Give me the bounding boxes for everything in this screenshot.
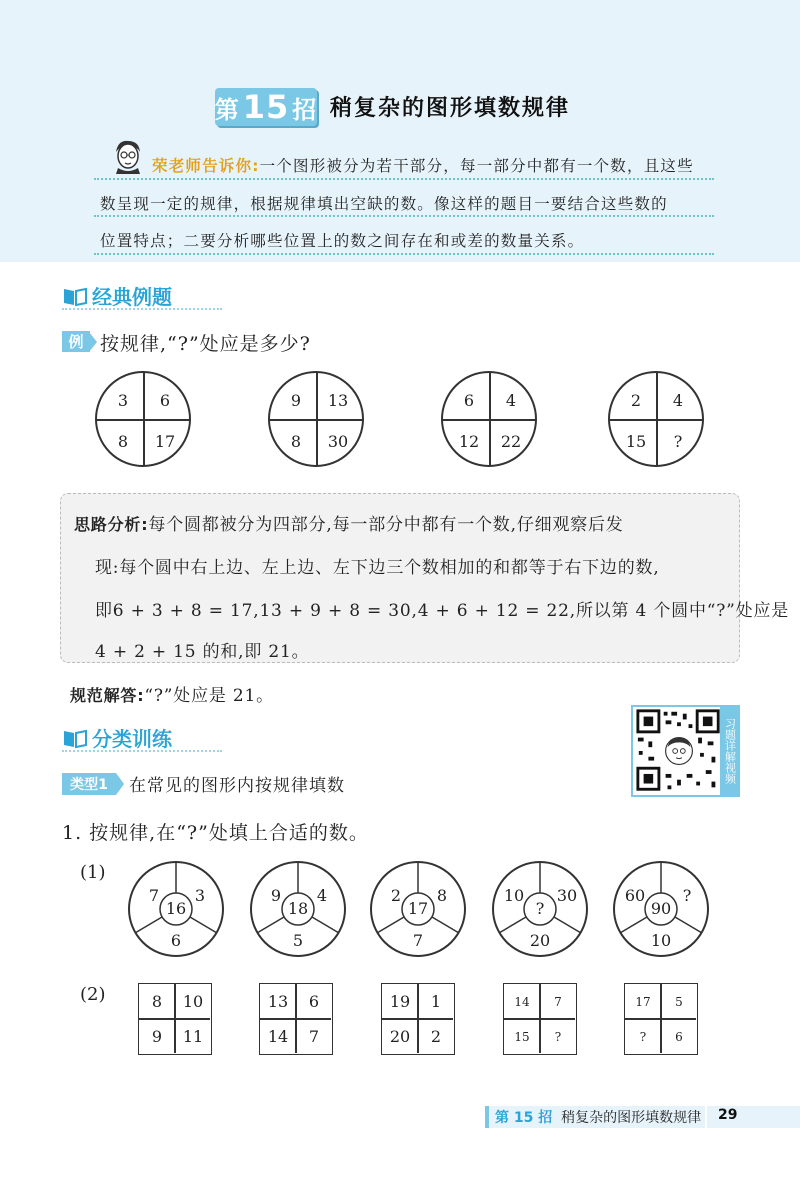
number-grid	[259, 983, 333, 1055]
analysis-line-3: 即6 + 3 + 8 = 17,13 + 9 + 8 = 30,4 + 6 + 12 = 22,所以第 4 个圆中“?”处应是	[95, 601, 790, 621]
circle-cell: 22	[500, 431, 522, 451]
circle-right: 4	[316, 886, 328, 905]
footer-separator	[705, 1106, 707, 1128]
circle-cell: 15	[625, 431, 647, 451]
circle-bottom: 20	[529, 931, 551, 950]
circle-left: 10	[503, 886, 525, 905]
analysis-line-4: 4 + 2 + 15 的和,即 21。	[95, 642, 310, 662]
type-arrow	[116, 773, 124, 795]
example-circle	[95, 371, 191, 467]
circle-cell: ?	[673, 431, 683, 451]
grid-cell: 5	[675, 994, 683, 1009]
example-circle	[441, 371, 537, 467]
grid-cell: 1	[430, 992, 442, 1011]
analysis-label: 思路分析:	[74, 515, 149, 534]
badge-number: 15	[242, 88, 290, 126]
lesson-badge	[215, 88, 317, 126]
example-question: 按规律,“?”处应是多少?	[100, 333, 311, 355]
grid-cell: 17	[635, 994, 651, 1009]
question-1-text: 1. 按规律,在“?”处填上合适的数。	[62, 822, 369, 844]
circle-cell: 4	[672, 390, 684, 410]
part-2-label: (2)	[80, 984, 106, 1005]
circle-bottom: 6	[170, 931, 182, 950]
badge-suffix: 招	[292, 95, 318, 124]
tip-rule-1	[94, 178, 714, 180]
circle-bottom: 7	[412, 931, 424, 950]
analysis-text-1: 每个圆都被分为四部分,每一部分中都有一个数,仔细观察后发	[148, 515, 624, 535]
page-number: 29	[718, 1107, 738, 1123]
circle-left: 2	[390, 886, 402, 905]
circle-left: 7	[148, 886, 160, 905]
number-grid	[138, 983, 212, 1055]
circle-bottom: 5	[292, 931, 304, 950]
grid-cell: 9	[151, 1027, 163, 1046]
example-tag: 例	[62, 331, 90, 352]
three-part-circle	[127, 860, 225, 958]
example-circle	[268, 371, 364, 467]
grid-cell: 8	[151, 992, 163, 1011]
tip-line-3: 位置特点；二要分析哪些位置上的数之间存在和或差的数量关系。	[100, 232, 585, 250]
circle-right: ?	[682, 886, 692, 905]
three-part-circle	[249, 860, 347, 958]
three-part-circle	[491, 860, 589, 958]
qr-code-icon[interactable]	[631, 705, 727, 797]
section-rule	[62, 308, 222, 310]
circle-cell: 8	[290, 431, 302, 451]
section-title: 经典例题	[92, 285, 172, 309]
circle-cell: 6	[463, 390, 475, 410]
circle-cell: 30	[327, 431, 349, 451]
analysis-line-2: 现:每个圆中右上边、左上边、左下边三个数相加的和都等于右下边的数,	[95, 558, 660, 578]
circle-cell: 6	[159, 390, 171, 410]
circle-center: 18	[287, 899, 309, 918]
grid-cell: 13	[267, 992, 289, 1011]
grid-cell: 19	[389, 992, 411, 1011]
three-part-circle	[369, 860, 467, 958]
book-icon	[62, 285, 88, 307]
circle-center: 90	[650, 899, 672, 918]
grid-cell: 2	[430, 1027, 442, 1046]
tip-line-2: 数呈现一定的规律，根据规律填出空缺的数。像这样的题目一要结合这些数的	[100, 195, 668, 213]
circle-center: 17	[407, 899, 429, 918]
section-classified-training	[62, 723, 172, 752]
circle-cell: 13	[327, 390, 349, 410]
circle-cell: 3	[117, 390, 129, 410]
circle-cell: 12	[458, 431, 480, 451]
circle-cell: 4	[505, 390, 517, 410]
lesson-title: 稍复杂的图形填数规律	[330, 96, 571, 121]
section-rule	[62, 750, 222, 752]
type-tag: 类型1	[62, 773, 116, 795]
header-band	[0, 0, 800, 262]
grid-cell: 10	[182, 992, 204, 1011]
tip-rule-2	[94, 215, 714, 217]
grid-cell: 11	[182, 1027, 204, 1046]
part-1-label: (1)	[80, 862, 106, 883]
tip-rule-3	[94, 253, 714, 255]
book-icon	[62, 727, 88, 749]
grid-cell: 15	[514, 1029, 530, 1044]
circle-cell: 17	[154, 431, 176, 451]
grid-cell: 7	[554, 994, 562, 1009]
circle-right: 3	[194, 886, 206, 905]
grid-cell: 20	[389, 1027, 411, 1046]
example-circle	[608, 371, 704, 467]
circle-cell: 8	[117, 431, 129, 451]
circle-cell: 9	[290, 390, 302, 410]
tip-label: 荣老师告诉你:	[152, 157, 260, 175]
grid-cell: 14	[267, 1027, 289, 1046]
answer-line	[70, 681, 274, 706]
circle-right: 8	[436, 886, 448, 905]
circle-center: 16	[165, 899, 187, 918]
grid-cell: 7	[308, 1027, 320, 1046]
type-title: 在常见的图形内按规律填数	[129, 776, 345, 796]
answer-label: 规范解答:	[70, 686, 145, 705]
qr-caption: 习题详解视频	[720, 705, 740, 797]
grid-cell: 6	[675, 1029, 683, 1044]
circle-right: 30	[556, 886, 578, 905]
circle-center: ?	[535, 899, 545, 918]
section-title: 分类训练	[92, 727, 172, 751]
answer-text: “?”处应是 21。	[144, 686, 274, 706]
teacher-avatar-icon	[110, 138, 146, 174]
footer-title	[495, 1107, 701, 1127]
circle-bottom: 10	[650, 931, 672, 950]
circle-left: 60	[624, 886, 646, 905]
grid-cell: ?	[554, 1029, 562, 1044]
badge-prefix: 第	[214, 95, 240, 124]
example-arrow	[89, 332, 97, 352]
circle-cell: 2	[630, 390, 642, 410]
footer-accent-bar	[485, 1106, 489, 1128]
number-grid	[381, 983, 455, 1055]
footer-lesson-title: 稍复杂的图形填数规律	[561, 1110, 702, 1126]
footer-lesson: 第 15 招	[495, 1110, 553, 1126]
grid-cell: ?	[639, 1029, 647, 1044]
number-grid	[503, 983, 577, 1055]
tip-line-1	[152, 154, 694, 176]
analysis-line-1	[74, 510, 624, 535]
section-classic-examples	[62, 281, 172, 310]
number-grid	[624, 983, 698, 1055]
grid-cell: 6	[308, 992, 320, 1011]
tip-text-1: 一个图形被分为若干部分，每一部分中都有一个数，且这些	[259, 157, 694, 175]
circle-left: 9	[270, 886, 282, 905]
grid-cell: 14	[514, 994, 530, 1009]
three-part-circle	[612, 860, 710, 958]
